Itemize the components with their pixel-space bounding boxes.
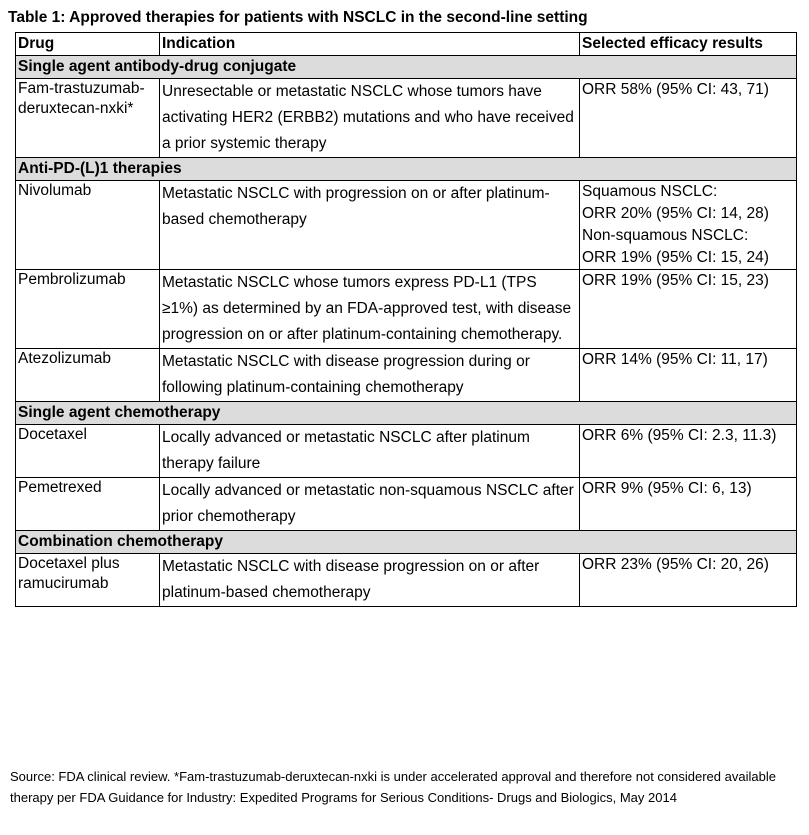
- efficacy-line: ORR 6% (95% CI: 2.3, 11.3): [582, 427, 777, 444]
- efficacy-line: Non-squamous NSCLC:: [582, 227, 749, 244]
- section-title: Anti-PD-(L)1 therapies: [16, 158, 797, 181]
- section-header-row: [16, 56, 797, 79]
- section-title: Single agent chemotherapy: [16, 402, 797, 425]
- table-caption: Table 1: Approved therapies for patients with NSCLC in the second-line setting: [8, 9, 588, 26]
- efficacy-line: ORR 23% (95% CI: 20, 26): [582, 556, 769, 573]
- section-header-row: [16, 402, 797, 425]
- indication-cell: Metastatic NSCLC whose tumors express PD-L1 (TPS ≥1%) as determined by an FDA-approved test, with disease progression on or after platinum-containing chemotherapy.: [160, 270, 580, 349]
- header-row: [16, 33, 797, 56]
- table-row: [16, 181, 797, 270]
- drug-cell: Fam-trastuzumab-deruxtecan-nxki*: [16, 79, 160, 158]
- efficacy-cell: [580, 270, 797, 349]
- drug-cell: Pemetrexed: [16, 478, 160, 531]
- drug-cell: Docetaxel: [16, 425, 160, 478]
- table-row: [16, 425, 797, 478]
- indication-cell: Metastatic NSCLC with disease progression during or following platinum-containing chemotherapy: [160, 349, 580, 402]
- table-row: [16, 554, 797, 607]
- efficacy-line: ORR 58% (95% CI: 43, 71): [582, 81, 769, 98]
- table-row: [16, 349, 797, 402]
- efficacy-line: Squamous NSCLC:: [582, 183, 718, 200]
- efficacy-line: ORR 20% (95% CI: 14, 28): [582, 205, 769, 222]
- header-indication: Indication: [160, 33, 580, 56]
- efficacy-line: ORR 9% (95% CI: 6, 13): [582, 480, 752, 497]
- indication-cell: Locally advanced or metastatic non-squamous NSCLC after prior chemotherapy: [160, 478, 580, 531]
- efficacy-cell: [580, 554, 797, 607]
- header-efficacy: Selected efficacy results: [580, 33, 797, 56]
- section-title: Single agent antibody-drug conjugate: [16, 56, 797, 79]
- indication-cell: Metastatic NSCLC with disease progression on or after platinum-based chemotherapy: [160, 554, 580, 607]
- drug-cell: Nivolumab: [16, 181, 160, 270]
- table-row: [16, 79, 797, 158]
- efficacy-cell: [580, 478, 797, 531]
- header-drug: Drug: [16, 33, 160, 56]
- section-header-row: [16, 531, 797, 554]
- section-title: Combination chemotherapy: [16, 531, 797, 554]
- indication-cell: Locally advanced or metastatic NSCLC after platinum therapy failure: [160, 425, 580, 478]
- table-row: [16, 478, 797, 531]
- efficacy-cell: [580, 425, 797, 478]
- source-footnote: Source: FDA clinical review. *Fam-trastuzumab-deruxtecan-nxki is under accelerated approval and therefore not considered available therapy per FDA Guidance for Industry: Expedited Programs for Serious Conditions- Drugs and Biologics, May 2014: [10, 769, 776, 805]
- table-body: [16, 56, 797, 607]
- table-row: [16, 270, 797, 349]
- section-header-row: [16, 158, 797, 181]
- efficacy-cell: [580, 349, 797, 402]
- indication-cell: Metastatic NSCLC with progression on or after platinum-based chemotherapy: [160, 181, 580, 270]
- efficacy-line: ORR 19% (95% CI: 15, 24): [582, 249, 769, 266]
- efficacy-cell: [580, 181, 797, 270]
- indication-cell: Unresectable or metastatic NSCLC whose tumors have activating HER2 (ERBB2) mutations and who have received a prior systemic therapy: [160, 79, 580, 158]
- drug-cell: Docetaxel plus ramucirumab: [16, 554, 160, 607]
- drug-cell: Pembrolizumab: [16, 270, 160, 349]
- therapies-table: [15, 32, 797, 607]
- efficacy-line: ORR 14% (95% CI: 11, 17): [582, 351, 768, 368]
- efficacy-line: ORR 19% (95% CI: 15, 23): [582, 272, 769, 289]
- efficacy-cell: [580, 79, 797, 158]
- drug-cell: Atezolizumab: [16, 349, 160, 402]
